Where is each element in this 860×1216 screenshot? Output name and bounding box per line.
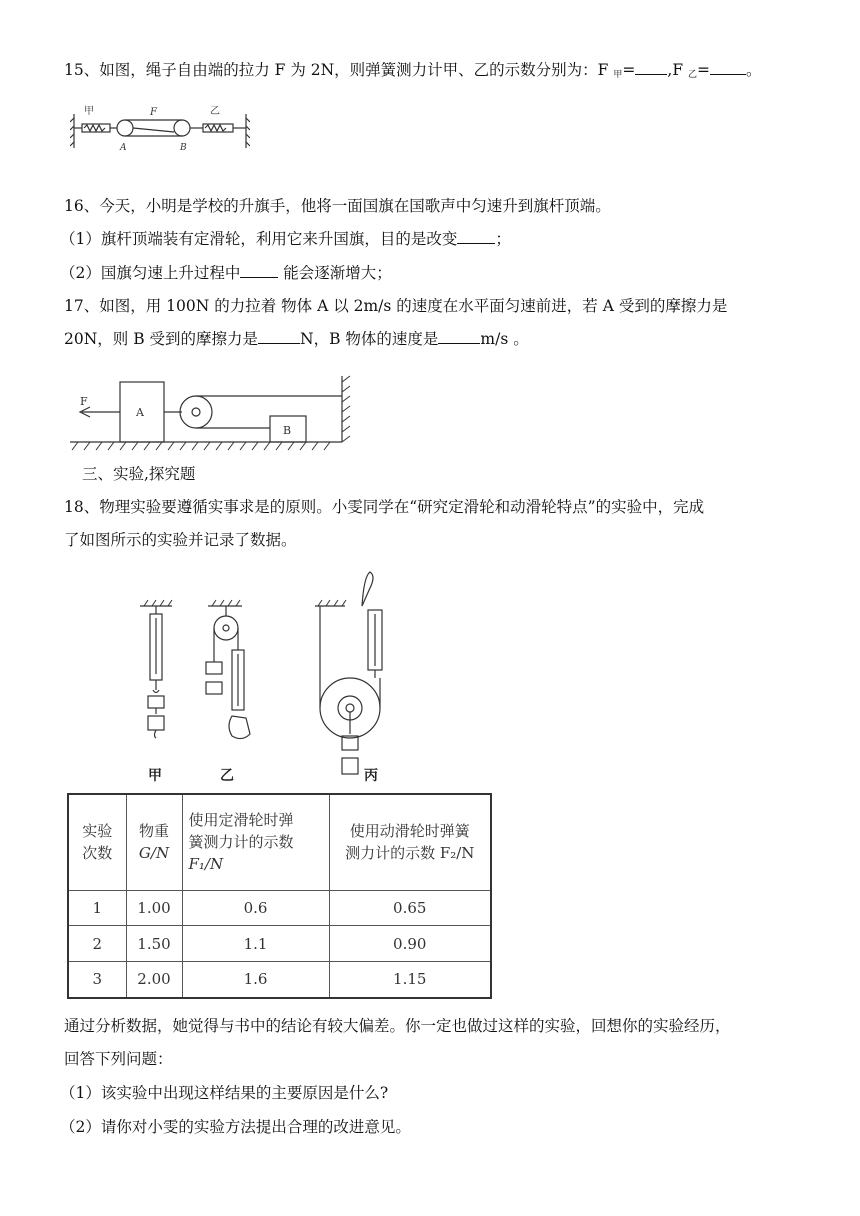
svg-text:B: B: [283, 424, 292, 437]
q18-after2: 回答下列问题：: [64, 1050, 173, 1068]
answer-blank[interactable]: [635, 60, 667, 75]
q15-text: 15、如图，绳子自由端的拉力 F 为 2N，则弹簧测力计甲、乙的示数分别为：F $_甲$= ,F $_乙$= 。: [64, 61, 762, 80]
q16-part1: （1）旗杆顶端装有定滑轮，利用它来升国旗，目的是改变 ；: [60, 230, 511, 248]
data-table: [67, 793, 492, 999]
header-cell: 实验 次数: [68, 794, 126, 890]
header-cell: 使用定滑轮时弹 簧测力计的示数 F₁/N: [182, 794, 329, 890]
svg-text:甲: 甲: [148, 768, 162, 784]
svg-text:B: B: [180, 143, 187, 153]
answer-blank[interactable]: [240, 263, 278, 278]
q17-line1: 17、如图，用 100N 的力拉着 物体 A 以 2m/s 的速度在水平面匀速前进，若 A 受到的摩擦力是: [64, 297, 728, 315]
q18-figure: [60, 566, 500, 788]
q16-part2: （2）国旗匀速上升过程中 能会逐渐增大；: [60, 264, 392, 282]
svg-text:甲: 甲: [84, 106, 94, 117]
q18-question2: （2）请你对小雯的实验方法提出合理的改进意见。: [60, 1118, 411, 1136]
svg-text:A: A: [120, 143, 127, 153]
header-cell: 物重 G/N: [126, 794, 182, 890]
q15-figure: [70, 100, 250, 156]
q17-line2: 20N，则 B 受到的摩擦力是 N，B 物体的速度是 m/s 。: [64, 330, 529, 348]
q18-question1: （1）该实验中出现这样结果的主要原因是什么?: [60, 1084, 389, 1102]
answer-blank[interactable]: [258, 329, 300, 344]
q18-after1: 通过分析数据，她觉得与书中的结论有较大偏差。你一定也做过这样的实验，回想你的实验经历，: [64, 1017, 731, 1035]
answer-blank[interactable]: [710, 60, 746, 75]
answer-blank[interactable]: [457, 229, 495, 244]
table-row: 3 2.00 1.6 1.15: [68, 961, 491, 998]
svg-text:乙: 乙: [220, 768, 234, 784]
section-heading: 三、实验,探究题: [82, 465, 196, 483]
svg-text:F: F: [80, 395, 88, 408]
svg-text:乙: 乙: [210, 106, 220, 117]
table-row: 1 1.00 0.6 0.65: [68, 890, 491, 926]
q16-stem: 16、今天，小明是学校的升旗手，他将一面国旗在国歌声中匀速升到旗杆顶端。: [64, 197, 611, 215]
q18-line2: 了如图所示的实验并记录了数据。: [64, 531, 297, 549]
svg-text:丙: 丙: [364, 768, 378, 784]
answer-blank[interactable]: [438, 329, 480, 344]
table-header-row: [68, 794, 491, 890]
svg-text:A: A: [136, 406, 144, 419]
svg-text:F: F: [150, 107, 157, 118]
q17-figure: [70, 372, 360, 456]
table-row: 2 1.50 1.1 0.90: [68, 926, 491, 962]
q18-line1: 18、物理实验要遵循实事求是的原则。小雯同学在“研究定滑轮和动滑轮特点”的实验中，完成: [64, 498, 705, 516]
header-cell: 使用动滑轮时弹簧 测力计的示数 F₂/N: [329, 794, 491, 890]
